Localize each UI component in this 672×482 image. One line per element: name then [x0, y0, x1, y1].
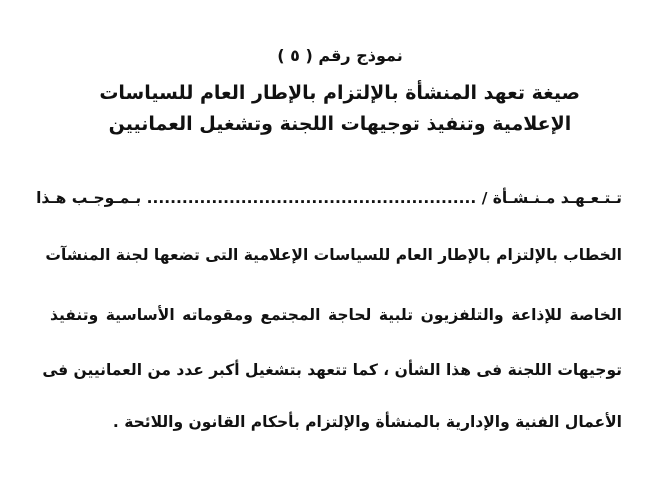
form-title-line-1: صيغة تعهد المنشأة بالإلتزام بالإطار العام للسياسات — [99, 82, 580, 104]
body-line-1: تـتـعـهـد مـنـشـأة / ........................................................ بـمـوجـب هـذا — [36, 189, 622, 207]
body-line-5: الأعمال الفنية والإدارية بالمنشأة والإلتزام بأحكام القانون واللائحة . — [112, 413, 622, 431]
body-line-3: الخاصة للإذاعة والتلفزيون تلبية لحاجة المجتمع ومقوماته الأساسية وتنفيذ — [50, 306, 622, 324]
form-number-title: نموذج رقم ( ٥ ) — [277, 46, 403, 65]
body-line-2: الخطاب بالإلتزام بالإطار العام للسياسات الإعلامية التى تضعها لجنة المنشآت — [45, 246, 622, 264]
form-title-line-2: الإعلامية وتنفيذ توجيهات اللجنة وتشغيل العمانيين — [108, 113, 572, 135]
body-line-4: توجيهات اللجنة فى هذا الشأن ، كما تتعهد بتشغيل أكبر عدد من العمانيين فى — [42, 361, 622, 379]
